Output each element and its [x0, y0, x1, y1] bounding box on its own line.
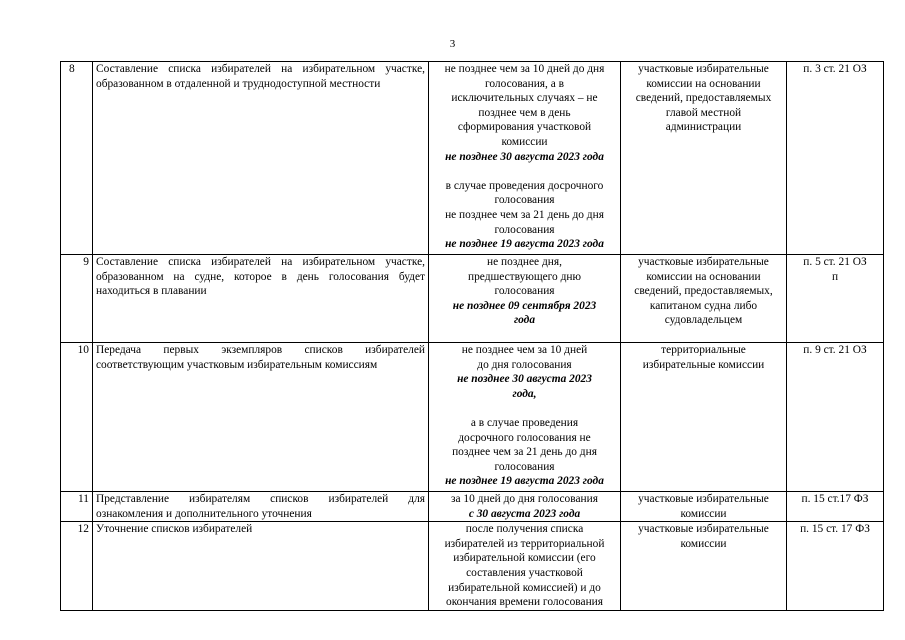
responsible-line: участковые избирательные	[638, 63, 769, 75]
deadline-line: досрочного голосования не	[458, 431, 591, 444]
deadline-line: комиссии	[501, 135, 548, 148]
row-number: 11	[61, 492, 93, 522]
page-number: 3	[449, 38, 456, 50]
deadline-line: предшествующего дню	[468, 270, 581, 283]
responsible-line: комиссии	[680, 507, 727, 520]
table-row	[61, 62, 884, 255]
deadline-line: не позднее дня,	[487, 256, 562, 268]
activity-name: Уточнение списков избирателей	[93, 522, 429, 611]
deadline-date: не позднее 30 августа 2023 года	[445, 150, 604, 163]
responsible-line: комиссии	[680, 537, 727, 550]
deadline-line: позднее чем в день	[478, 106, 571, 119]
responsible-cell	[621, 343, 787, 492]
responsible-line: сведений, предоставляемых,	[634, 285, 773, 298]
responsible-line: избирательные комиссии	[642, 358, 765, 371]
row-number: 9	[61, 255, 93, 343]
responsible-line: администрации	[665, 121, 742, 134]
deadline-cell	[429, 522, 621, 611]
deadline-line: не позднее чем за 10 дней до дня	[444, 63, 605, 75]
responsible-cell	[621, 62, 787, 255]
deadline-date: не позднее 30 августа 2023	[457, 373, 592, 386]
deadline-line: голосования	[494, 194, 555, 207]
deadline-line: не позднее чем за 10 дней	[461, 344, 588, 356]
activity-name: Представление избирателям списков избирателей для ознакомления и дополнительного уточнения	[93, 492, 429, 522]
deadline-line: избирателей из территориальной	[444, 537, 605, 550]
legal-reference: п. 15 ст. 17 ФЗ	[787, 522, 884, 611]
deadline-line: голосования	[494, 460, 555, 473]
deadline-line: не позднее чем за 21 день до дня	[445, 208, 604, 221]
activity-name: Составление списка избирателей на избирательном участке, образованном в отдаленной и труднодоступной местности	[93, 62, 429, 255]
responsible-line: главой местной	[665, 106, 742, 119]
deadline-line: окончания времени голосования	[446, 596, 603, 609]
responsible-line: комиссии на основании	[646, 270, 761, 283]
row-number: 8	[61, 62, 93, 255]
responsible-line: участковые избирательные	[638, 256, 769, 268]
deadline-line: сформирования участковой	[457, 121, 592, 134]
legal-reference-line: п	[831, 270, 839, 283]
responsible-line: комиссии на основании	[646, 77, 761, 90]
legal-reference: п. 15 ст.17 ФЗ	[787, 492, 884, 522]
deadline-date: года,	[512, 387, 537, 400]
deadline-line: после получения списка	[465, 523, 584, 536]
responsible-line: территориальные	[661, 344, 746, 356]
deadline-line: голосования	[494, 223, 555, 236]
deadline-date: не позднее 09 сентября 2023	[452, 299, 597, 312]
deadline-line: избирательной комиссии (его	[453, 552, 596, 565]
deadline-line: голосования, а в	[484, 77, 565, 90]
responsible-cell	[621, 522, 787, 611]
deadline-line: избирательной комиссией) и до	[448, 581, 601, 594]
responsible-cell	[621, 255, 787, 343]
deadline-cell	[429, 343, 621, 492]
deadline-date: года	[513, 314, 536, 327]
activity-name: Передача первых экземпляров списков избирателей соответствующим участковым избирательным комиссиям	[93, 343, 429, 492]
responsible-cell	[621, 492, 787, 522]
deadline-cell	[429, 492, 621, 522]
deadline-line: за 10 дней до дня голосования	[451, 493, 598, 505]
deadline-line: составления участковой	[466, 566, 583, 579]
responsible-line: капитаном судна либо	[649, 299, 758, 312]
deadline-cell	[429, 255, 621, 343]
legal-reference: п. 3 ст. 21 ОЗ	[787, 62, 884, 255]
deadline-line: исключительных случаях – не	[451, 92, 598, 105]
table-row	[61, 522, 884, 611]
deadline-date: не позднее 19 августа 2023 года	[445, 475, 604, 488]
table-row	[61, 492, 884, 522]
deadline-date: не позднее 19 августа 2023 года	[445, 238, 604, 251]
activity-name: Составление списка избирателей на избирательном участке, образованном на судне, которое в день голосования будет находиться в плавании	[93, 255, 429, 343]
deadline-cell	[429, 62, 621, 255]
deadline-line: а в случае проведения	[470, 416, 579, 429]
deadline-line: позднее чем за 21 день до дня	[452, 446, 597, 459]
table-row	[61, 255, 884, 343]
deadline-line: в случае проведения досрочного	[445, 179, 604, 192]
responsible-line: судовладельцем	[664, 314, 743, 327]
row-number: 10	[61, 343, 93, 492]
deadline-line: до дня голосования	[477, 358, 572, 371]
electoral-schedule-table	[60, 61, 884, 611]
deadline-date: с 30 августа 2023 года	[468, 507, 581, 520]
legal-reference	[787, 255, 884, 343]
responsible-line: сведений, предоставляемых	[635, 92, 772, 105]
legal-reference: п. 9 ст. 21 ОЗ	[787, 343, 884, 492]
responsible-line: участковые избирательные	[638, 523, 769, 536]
responsible-line: участковые избирательные	[638, 493, 769, 505]
table-row	[61, 343, 884, 492]
deadline-line: голосования	[494, 285, 555, 298]
legal-reference-line: п. 5 ст. 21 ОЗ	[803, 256, 867, 268]
row-number: 12	[61, 522, 93, 611]
